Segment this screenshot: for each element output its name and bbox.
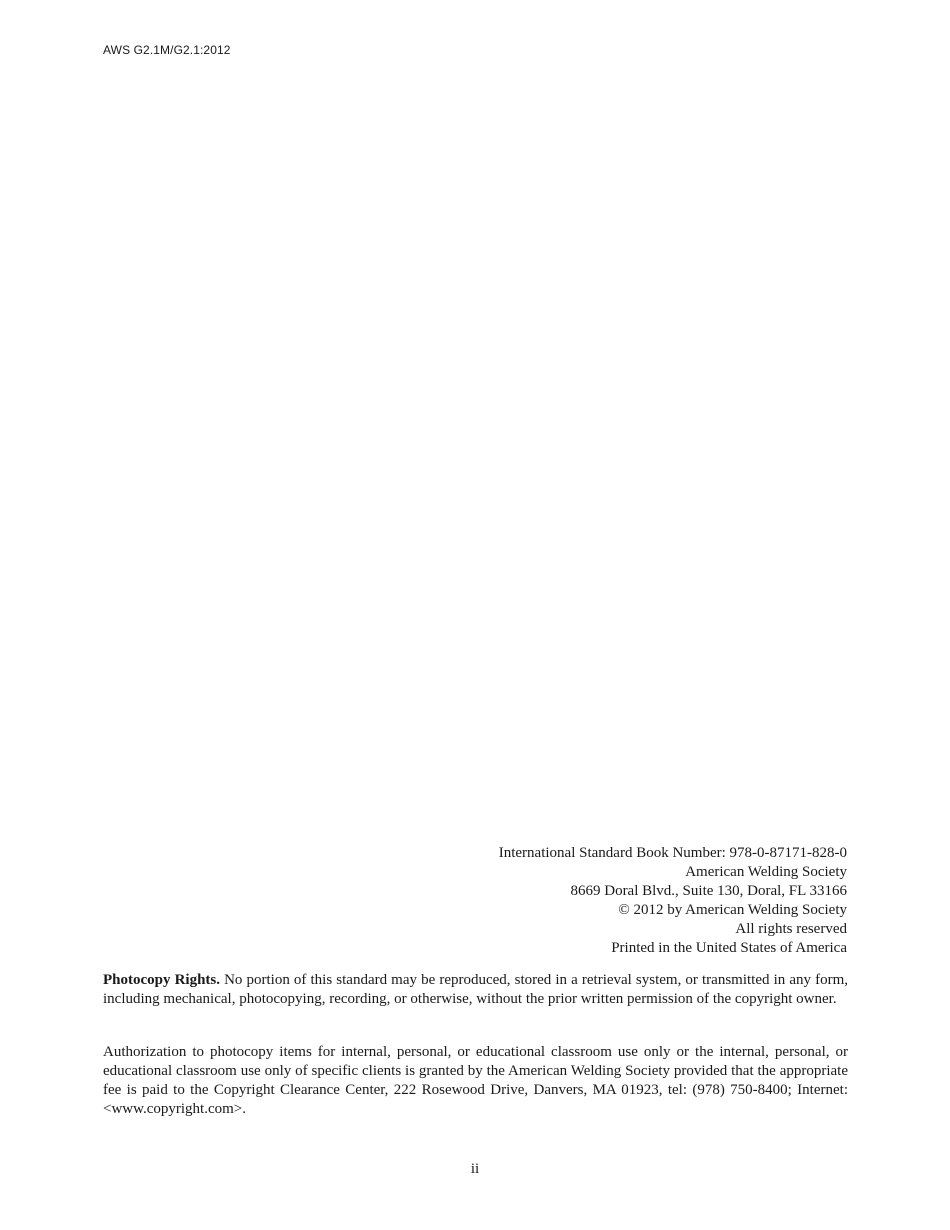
running-header: AWS G2.1M/G2.1:2012 — [103, 43, 231, 57]
printed-in: Printed in the United States of America — [611, 940, 847, 956]
copyright-imprint — [347, 844, 847, 958]
publisher-name: American Welding Society — [685, 864, 847, 880]
authorization-paragraph: Authorization to photocopy items for internal, personal, or educational classroom use only or the internal, personal, or educational classroom use only of specific clients is granted by the American Welding Society provided that the appropriate fee is paid to the Copyright Clearance Center, 222 Rosewood Drive, Danvers, MA 01923, tel: (978) 750-8400; Internet: <www.copyright.com>. — [103, 1044, 848, 1117]
copyright-notice: © 2012 by American Welding Society — [618, 902, 847, 918]
photocopy-rights-heading: Photocopy Rights. — [103, 972, 221, 988]
rights-reserved: All rights reserved — [735, 921, 847, 937]
isbn-line: International Standard Book Number: 978-0-87171-828-0 — [498, 845, 847, 861]
page-number: ii — [470, 1161, 480, 1177]
photocopy-rights-paragraph — [103, 971, 848, 1009]
photocopy-rights-text: No portion of this standard may be reproduced, stored in a retrieval system, or transmitted in any form, including mechanical, photocopying, recording, or otherwise, without the prior written permission of the copyright owner. — [103, 972, 848, 1007]
publisher-address: 8669 Doral Blvd., Suite 130, Doral, FL 33166 — [570, 883, 847, 899]
